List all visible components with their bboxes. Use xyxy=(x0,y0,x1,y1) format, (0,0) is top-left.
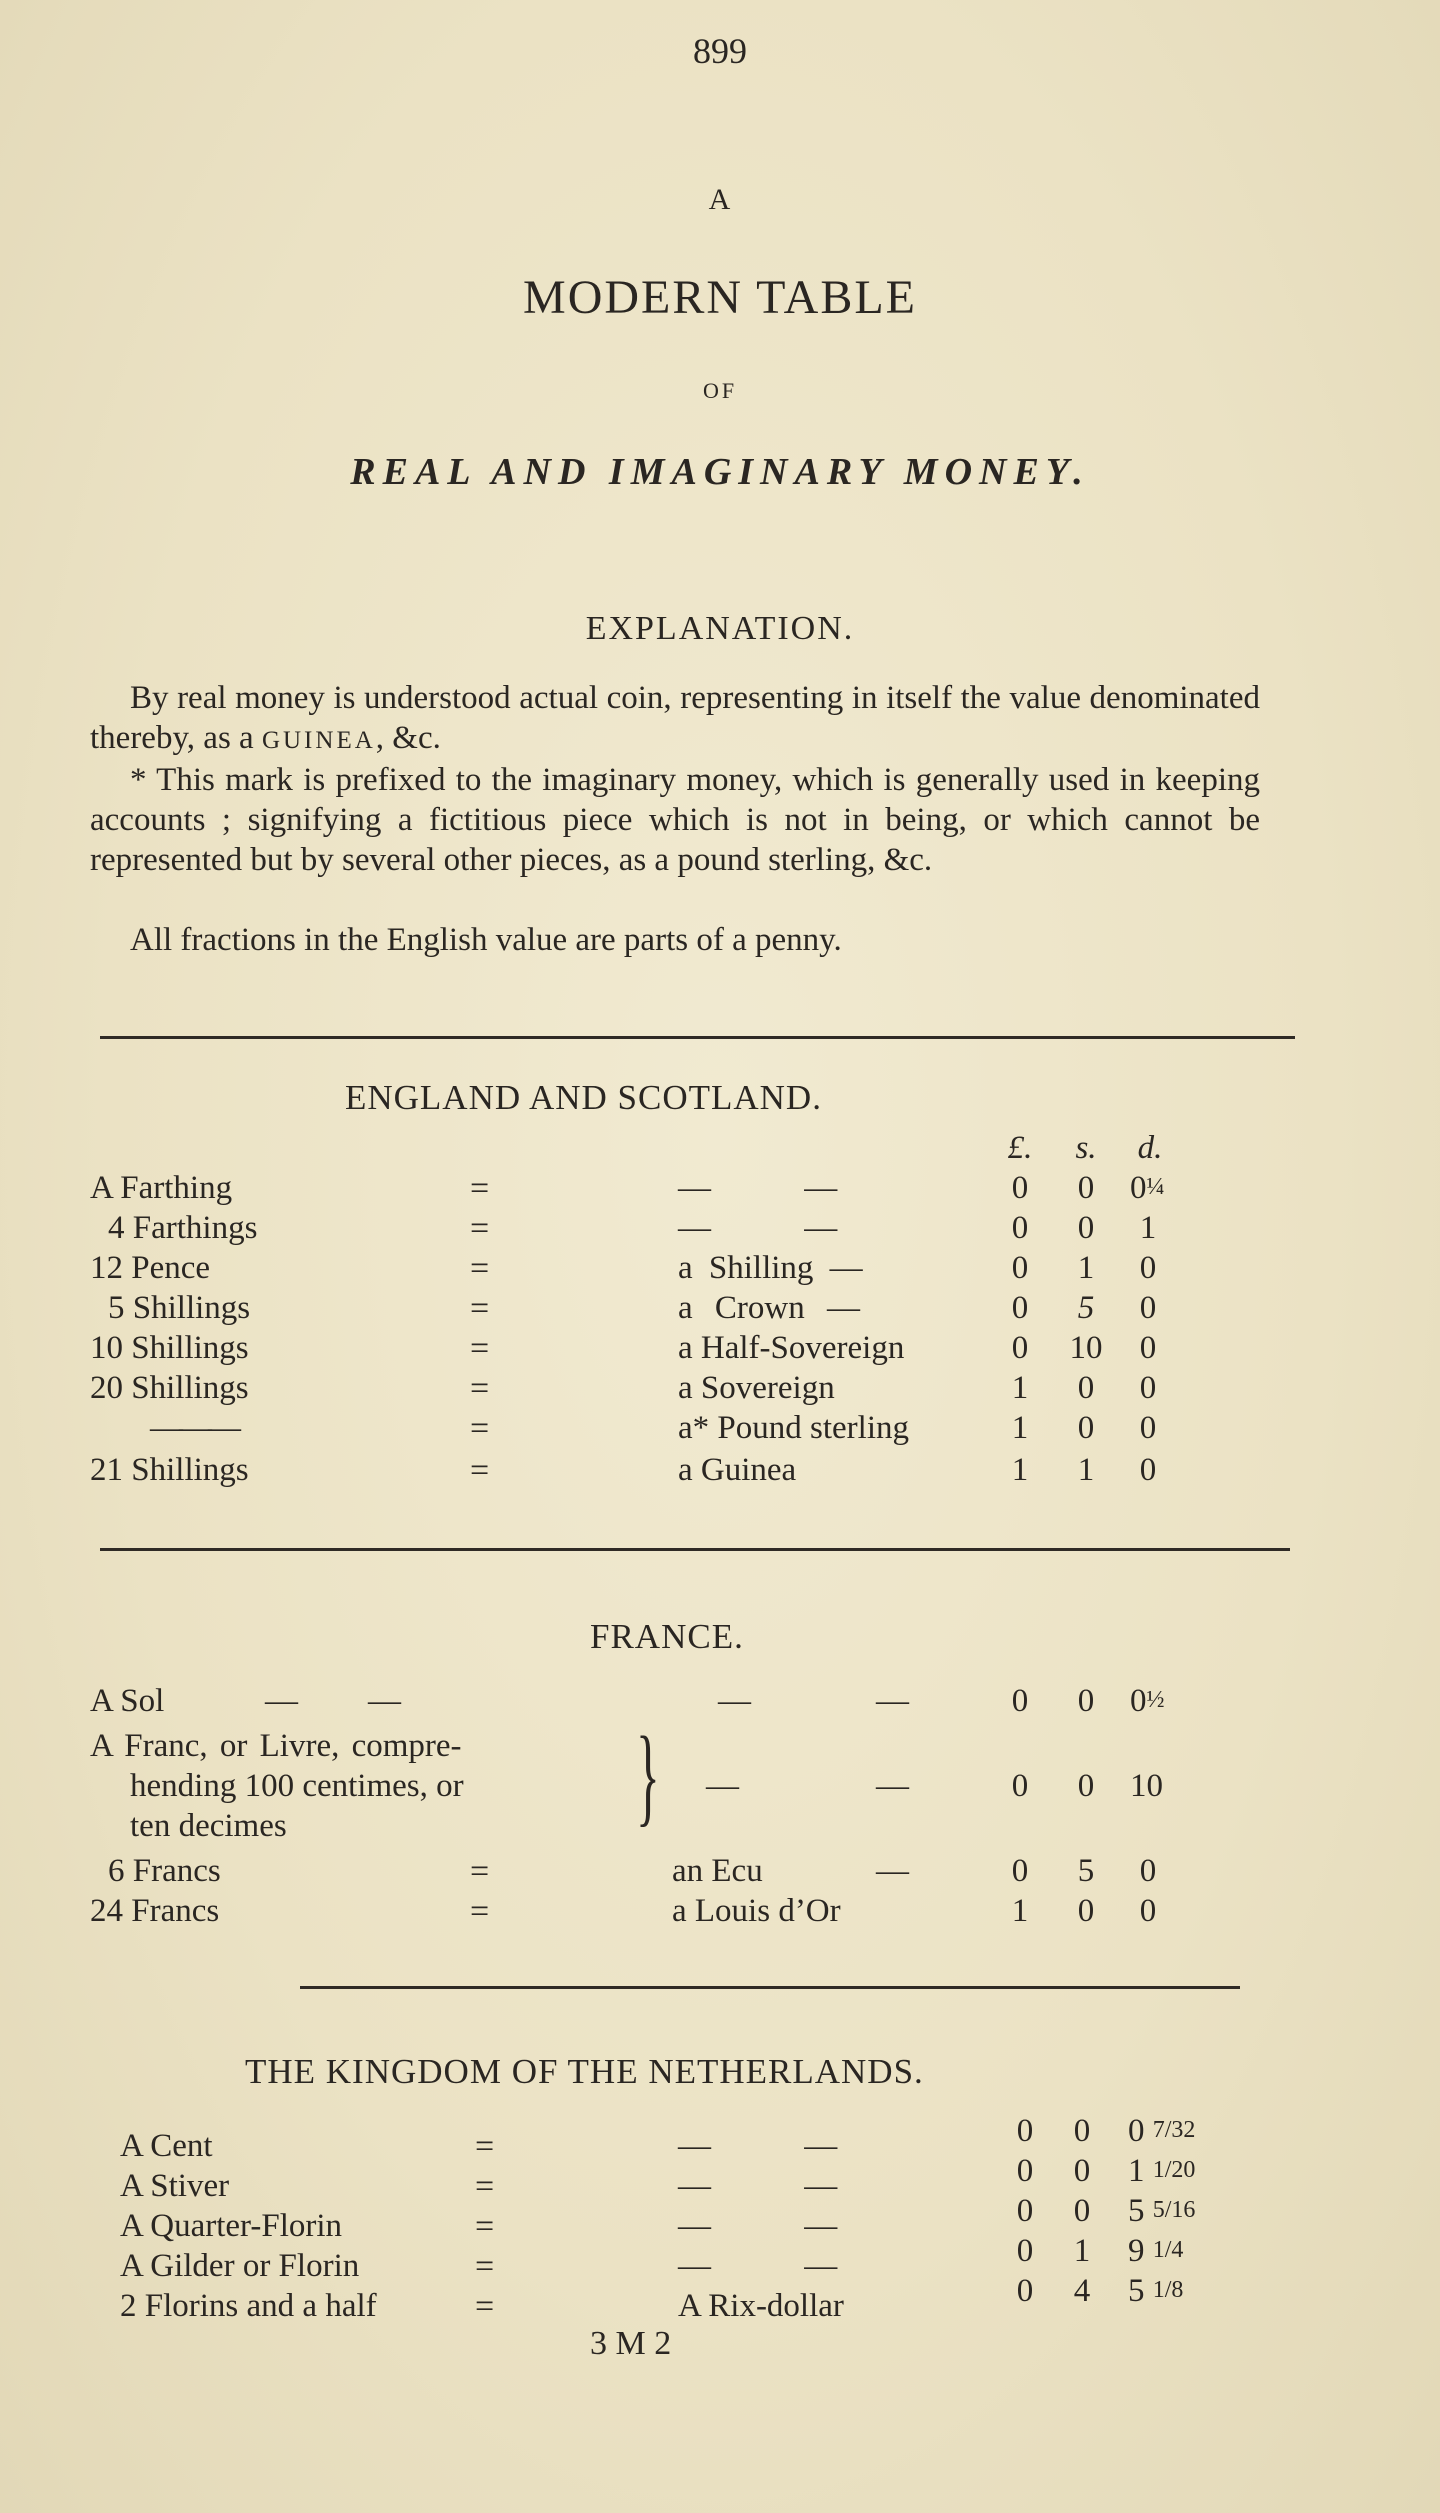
netherlands-row-4-pounds: 0 xyxy=(1016,2273,1034,2309)
netherlands-row-4-pence-value: 5 xyxy=(1128,2273,1145,2309)
header-shillings: s. xyxy=(1075,1130,1097,1166)
england-row-6-pence: 0 xyxy=(1139,1410,1157,1446)
section-divider xyxy=(100,1548,1290,1551)
netherlands-row-1-shillings: 0 xyxy=(1073,2153,1091,2189)
england-row-1-coin: — — xyxy=(678,1210,838,1246)
england-row-3-pounds: 0 xyxy=(1011,1290,1029,1326)
france-sol-pence xyxy=(1130,1683,1190,1720)
netherlands-row-4-shillings: 4 xyxy=(1073,2273,1091,2309)
england-row-0-pounds: 0 xyxy=(1011,1170,1029,1206)
p1-end: , &c. xyxy=(375,720,441,756)
netherlands-row-3-pence-fraction: 1/4 xyxy=(1152,2237,1184,2263)
england-row-0-coin: — — xyxy=(678,1170,838,1206)
france-section-title: FRANCE. xyxy=(590,1617,744,1656)
england-row-1-name: 4 Farthings xyxy=(108,1210,258,1246)
england-row-0-name: A Farthing xyxy=(90,1170,233,1206)
p1-guinea: GUINEA xyxy=(261,727,376,754)
france-sol-dash-3: — xyxy=(718,1683,751,1719)
france-franc-shillings: 0 xyxy=(1077,1768,1095,1804)
england-row-4-shillings: 10 xyxy=(1069,1330,1103,1366)
france-row-0-coin: an Ecu xyxy=(672,1853,763,1889)
netherlands-row-0-pence-value: 0 xyxy=(1128,2113,1145,2149)
france-row-1-name: 24 Francs xyxy=(90,1893,220,1929)
england-row-7-shillings: 1 xyxy=(1077,1452,1095,1488)
england-row-2-pounds: 0 xyxy=(1011,1250,1029,1286)
england-row-4-equals: = xyxy=(470,1330,490,1367)
france-sol-dash-4: — xyxy=(876,1683,909,1719)
england-row-5-pounds: 1 xyxy=(1011,1370,1029,1406)
netherlands-row-1-pence-value: 1 xyxy=(1128,2153,1145,2189)
netherlands-row-3-coin: — — xyxy=(678,2248,838,2284)
france-row-0-dash: — xyxy=(876,1853,909,1889)
england-row-4-name: 10 Shillings xyxy=(90,1330,249,1366)
england-row-3-pence: 0 xyxy=(1139,1290,1157,1326)
header-pence: d. xyxy=(1137,1130,1163,1166)
england-row-3-shillings: 5 xyxy=(1077,1290,1095,1326)
netherlands-row-4-pence xyxy=(1128,2273,1183,2310)
england-row-6-shillings: 0 xyxy=(1077,1410,1095,1446)
england-row-4-pence: 0 xyxy=(1139,1330,1157,1366)
netherlands-row-0-pence xyxy=(1128,2113,1195,2150)
netherlands-row-0-coin: — — xyxy=(678,2128,838,2164)
netherlands-row-3-shillings: 1 xyxy=(1073,2233,1091,2269)
netherlands-row-3-pence-value: 9 xyxy=(1128,2233,1145,2269)
france-row-1-pounds: 1 xyxy=(1011,1893,1029,1929)
england-row-7-name: 21 Shillings xyxy=(90,1452,249,1488)
england-row-6-name: ——— xyxy=(150,1410,237,1446)
england-row-3-equals: = xyxy=(470,1290,490,1327)
netherlands-row-0-equals: = xyxy=(475,2128,495,2165)
netherlands-row-3-name: A Gilder or Florin xyxy=(120,2248,360,2284)
p1-start: By real money is understood actual coin, representing in itself the value denominated thereby, as a xyxy=(90,680,1260,756)
netherlands-row-3-equals: = xyxy=(475,2248,495,2285)
england-row-7-coin: a Guinea xyxy=(678,1452,797,1488)
netherlands-row-0-shillings: 0 xyxy=(1073,2113,1091,2149)
england-row-1-pence: 1 xyxy=(1139,1210,1157,1246)
netherlands-row-0-pence-fraction: 7/32 xyxy=(1152,2117,1196,2143)
england-row-7-equals: = xyxy=(470,1452,490,1489)
england-row-5-coin: a Sovereign xyxy=(678,1370,835,1406)
england-row-5-shillings: 0 xyxy=(1077,1370,1095,1406)
france-sol-pounds: 0 xyxy=(1011,1683,1029,1719)
france-franc-pounds: 0 xyxy=(1011,1768,1029,1804)
section-divider xyxy=(100,1036,1295,1039)
section-divider xyxy=(300,1986,1240,1989)
england-row-7-pounds: 1 xyxy=(1011,1452,1029,1488)
netherlands-row-1-pounds: 0 xyxy=(1016,2153,1034,2189)
netherlands-row-1-pence-fraction: 1/20 xyxy=(1152,2157,1196,2183)
france-row-0-name: 6 Francs xyxy=(108,1853,221,1889)
france-row-0-pounds: 0 xyxy=(1011,1853,1029,1889)
france-row-1-shillings: 0 xyxy=(1077,1893,1095,1929)
france-sol-shillings: 0 xyxy=(1077,1683,1095,1719)
france-sol-pence-fraction: ½ xyxy=(1146,1687,1165,1713)
france-sol-pence-value: 0 xyxy=(1130,1683,1147,1719)
england-row-4-coin: a Half-Sovereign xyxy=(678,1330,905,1366)
england-row-5-pence: 0 xyxy=(1139,1370,1157,1406)
england-row-5-equals: = xyxy=(470,1370,490,1407)
title-of: OF xyxy=(702,378,738,403)
england-row-2-name: 12 Pence xyxy=(90,1250,211,1286)
france-row-0-pence: 0 xyxy=(1139,1853,1157,1889)
netherlands-row-2-pence-value: 5 xyxy=(1128,2193,1145,2229)
netherlands-row-4-equals: = xyxy=(475,2288,495,2325)
england-row-3-name: 5 Shillings xyxy=(108,1290,251,1326)
netherlands-row-2-pence xyxy=(1128,2193,1195,2230)
england-section-title: ENGLAND AND SCOTLAND. xyxy=(345,1078,822,1117)
netherlands-row-1-equals: = xyxy=(475,2168,495,2205)
france-row-1-pence: 0 xyxy=(1139,1893,1157,1929)
england-row-0-pence-value: 0 xyxy=(1130,1170,1147,1206)
page-number: 899 xyxy=(693,31,747,71)
france-franc-pence: 10 xyxy=(1130,1768,1163,1804)
netherlands-row-2-equals: = xyxy=(475,2208,495,2245)
france-row-0-equals: = xyxy=(470,1853,490,1890)
england-row-2-shillings: 1 xyxy=(1077,1250,1095,1286)
france-franc-line-3: ten decimes xyxy=(130,1808,287,1844)
netherlands-row-2-pence-fraction: 5/16 xyxy=(1152,2197,1196,2223)
explanation-paragraph-3: All fractions in the English value are parts of a penny. xyxy=(130,922,842,958)
explanation-heading: EXPLANATION. xyxy=(585,610,855,647)
england-row-1-equals: = xyxy=(470,1210,490,1247)
netherlands-row-2-coin: — — xyxy=(678,2208,838,2244)
england-row-1-shillings: 0 xyxy=(1077,1210,1095,1246)
netherlands-row-4-coin: A Rix-dollar xyxy=(678,2288,844,2324)
explanation-paragraph-2: * This mark is prefixed to the imaginary money, which is generally used in keeping accounts ; signifying a fictitious piece which is not in being, or which cannot be represented but by several other pieces, as a pound sterling, &c. xyxy=(90,762,1260,878)
england-row-3-coin: a Crown — xyxy=(678,1290,860,1326)
page-subtitle: REAL AND IMAGINARY MONEY. xyxy=(350,451,1090,493)
england-row-2-equals: = xyxy=(470,1250,490,1287)
netherlands-row-1-name: A Stiver xyxy=(120,2168,230,2204)
netherlands-row-0-pounds: 0 xyxy=(1016,2113,1034,2149)
england-row-0-shillings: 0 xyxy=(1077,1170,1095,1206)
england-row-6-coin: a* Pound sterling xyxy=(678,1410,909,1446)
netherlands-row-3-pence xyxy=(1128,2233,1183,2270)
france-sol-dash-1: — xyxy=(265,1683,298,1719)
netherlands-row-4-name: 2 Florins and a half xyxy=(120,2288,377,2324)
netherlands-row-2-name: A Quarter-Florin xyxy=(120,2208,343,2244)
england-row-2-coin: a Shilling — xyxy=(678,1250,863,1286)
england-row-7-pence: 0 xyxy=(1139,1452,1157,1488)
england-row-4-pounds: 0 xyxy=(1011,1330,1029,1366)
england-row-1-pounds: 0 xyxy=(1011,1210,1029,1246)
page-title: MODERN TABLE xyxy=(523,271,917,324)
netherlands-row-2-shillings: 0 xyxy=(1073,2193,1091,2229)
netherlands-section-title: THE KINGDOM OF THE NETHERLANDS. xyxy=(245,2052,924,2091)
france-franc-dash-1: — xyxy=(706,1768,739,1804)
england-row-0-pence xyxy=(1130,1170,1190,1207)
title-article: A xyxy=(708,183,732,216)
france-sol-dash-2: — xyxy=(368,1683,401,1719)
netherlands-row-1-coin: — — xyxy=(678,2168,838,2204)
france-row-1-coin: a Louis d’Or xyxy=(672,1893,841,1929)
england-row-0-pence-fraction: ¼ xyxy=(1146,1174,1165,1200)
signature-mark: 3 M 2 xyxy=(590,2325,672,2362)
netherlands-row-1-pence xyxy=(1128,2153,1195,2190)
england-row-0-equals: = xyxy=(470,1170,490,1207)
france-row-0-shillings: 5 xyxy=(1077,1853,1095,1889)
england-row-6-pounds: 1 xyxy=(1011,1410,1029,1446)
france-franc-dash-2: — xyxy=(876,1768,909,1804)
netherlands-row-0-name: A Cent xyxy=(120,2128,213,2164)
england-row-2-pence: 0 xyxy=(1139,1250,1157,1286)
netherlands-row-3-pounds: 0 xyxy=(1016,2233,1034,2269)
england-row-6-equals: = xyxy=(470,1410,490,1447)
france-franc-line-1: A Franc, or Livre, compre- xyxy=(90,1728,462,1764)
france-row-1-equals: = xyxy=(470,1893,490,1930)
england-row-5-name: 20 Shillings xyxy=(90,1370,249,1406)
france-franc-line-2: hending 100 centimes, or xyxy=(130,1768,464,1804)
netherlands-row-4-pence-fraction: 1/8 xyxy=(1152,2277,1184,2303)
header-pounds: £. xyxy=(1007,1130,1033,1166)
france-sol-name: A Sol xyxy=(90,1683,165,1719)
netherlands-row-2-pounds: 0 xyxy=(1016,2193,1034,2229)
explanation-paragraph-1 xyxy=(90,678,1260,761)
right-brace: } xyxy=(636,1714,660,1836)
